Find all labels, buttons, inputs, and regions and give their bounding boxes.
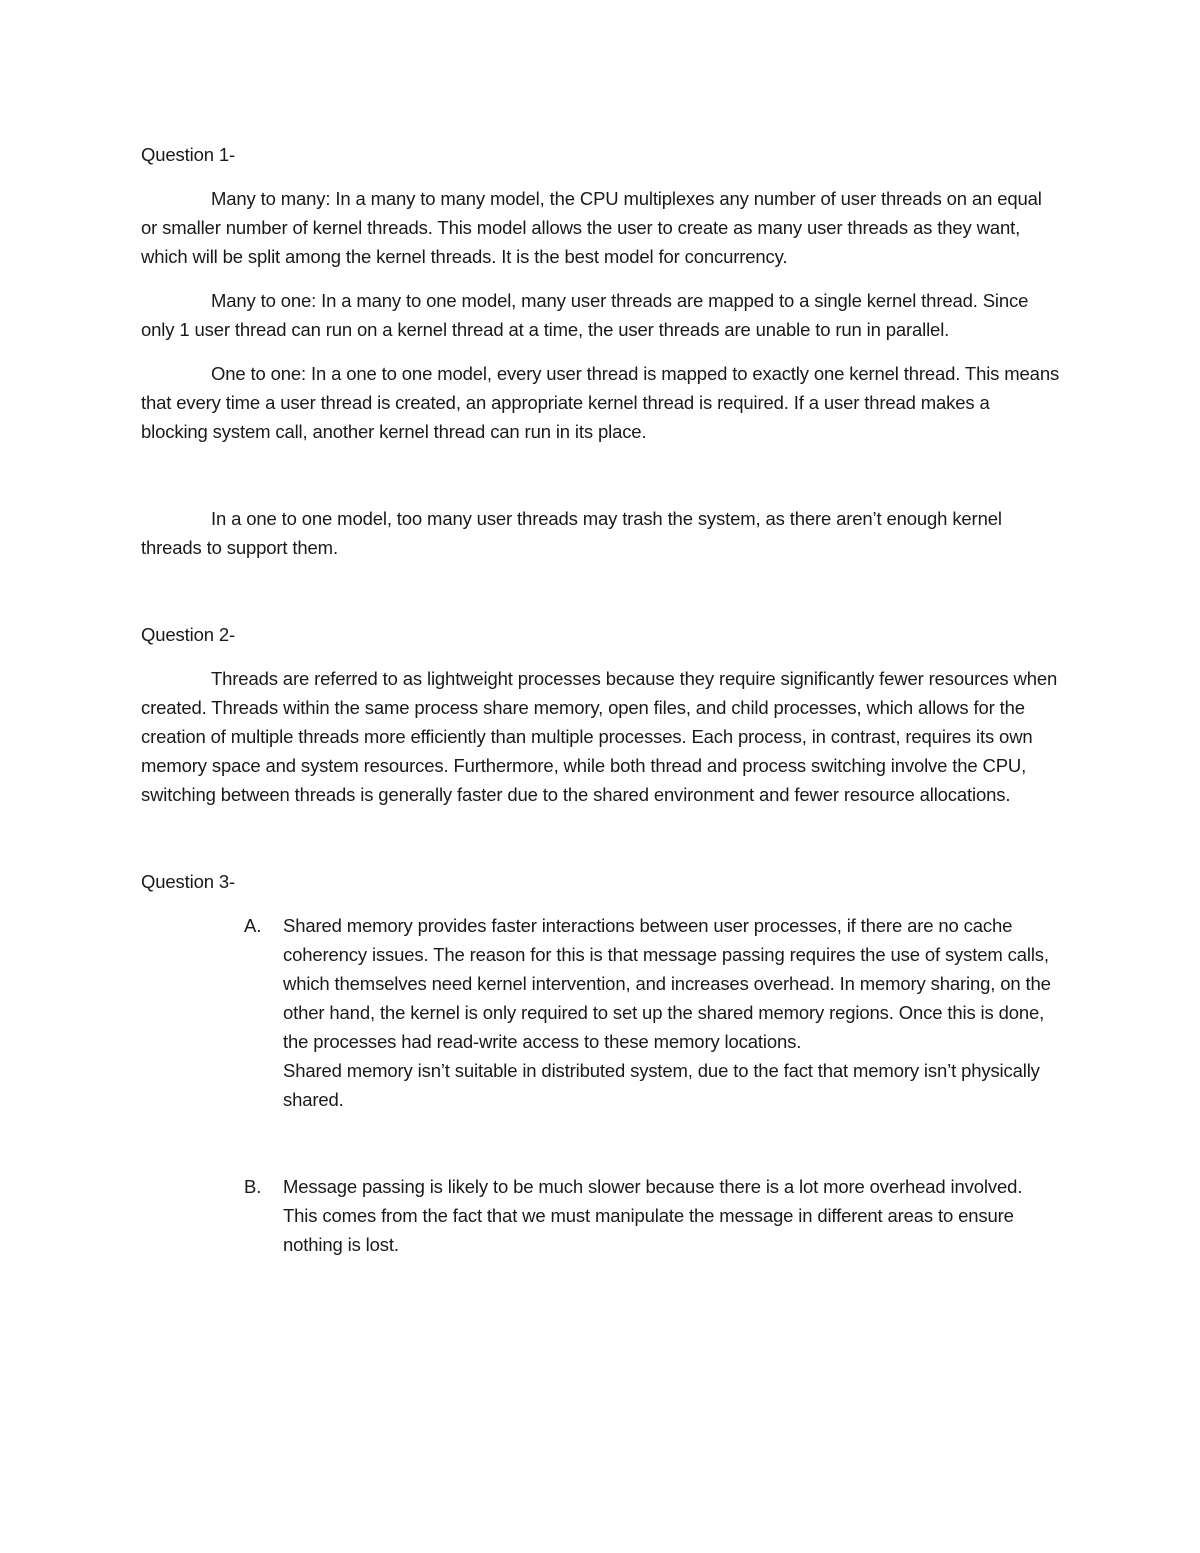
- q2-paragraph: Threads are referred to as lightweight processes because they require significantly fewer resources when created. Threads within the same process share memory, open files, and child processes, which allows for the creation of multiple threads more efficiently than multiple processes. Each process, in contrast, requires its own memory space and system resources. Furthermore, while both thread and process switching involve the CPU, switching between threads is generally faster due to the shared environment and fewer resource allocations.: [141, 668, 1058, 805]
- q3-answer-list: [141, 911, 1061, 1259]
- document-body: [141, 140, 1061, 1259]
- question-2-section: [141, 620, 1061, 809]
- question-1-heading: Question 1-: [141, 144, 235, 165]
- list-marker: B.: [244, 1176, 262, 1197]
- q1-paragraph-many-to-one: Many to one: In a many to one model, many user threads are mapped to a single kernel thread. Since only 1 user thread can run on a kernel thread at a time, the user threads are unable to run in parallel.: [141, 290, 1029, 340]
- q1-paragraph-many-to-many: Many to many: In a many to many model, the CPU multiplexes any number of user threads on an equal or smaller number of kernel threads. This model allows the user to create as many user threads as they want, which will be split among the kernel threads. It is the best model for concurrency.: [141, 188, 1042, 267]
- list-item: [141, 1172, 1061, 1259]
- q3-a-paragraph: Shared memory provides faster interactions between user processes, if there are no cache coherency issues. The reason for this is that message passing requires the use of system calls, which themselves need kernel intervention, and increases overhead. In memory sharing, on the other hand, the kernel is only required to set up the shared memory regions. Once this is done, the processes had read-write access to these memory locations.: [283, 915, 1051, 1052]
- question-1-section: [141, 140, 1061, 562]
- list-item: [141, 911, 1061, 1114]
- list-marker: A.: [244, 915, 262, 936]
- q3-b-paragraph: Message passing is likely to be much slower because there is a lot more overhead involved. This comes from the fact that we must manipulate the message in different areas to ensure nothing is lost.: [283, 1176, 1023, 1255]
- q1-paragraph-one-to-one-note: In a one to one model, too many user threads may trash the system, as there aren’t enough kernel threads to support them.: [141, 508, 1002, 558]
- q3-a-paragraph-distributed: Shared memory isn’t suitable in distributed system, due to the fact that memory isn’t physically shared.: [283, 1060, 1040, 1110]
- question-3-heading: Question 3-: [141, 871, 235, 892]
- question-3-section: [141, 867, 1061, 1259]
- q1-paragraph-one-to-one: One to one: In a one to one model, every user thread is mapped to exactly one kernel thread. This means that every time a user thread is created, an appropriate kernel thread is required. If a user thread makes a blocking system call, another kernel thread can run in its place.: [141, 363, 1060, 442]
- question-2-heading: Question 2-: [141, 624, 235, 645]
